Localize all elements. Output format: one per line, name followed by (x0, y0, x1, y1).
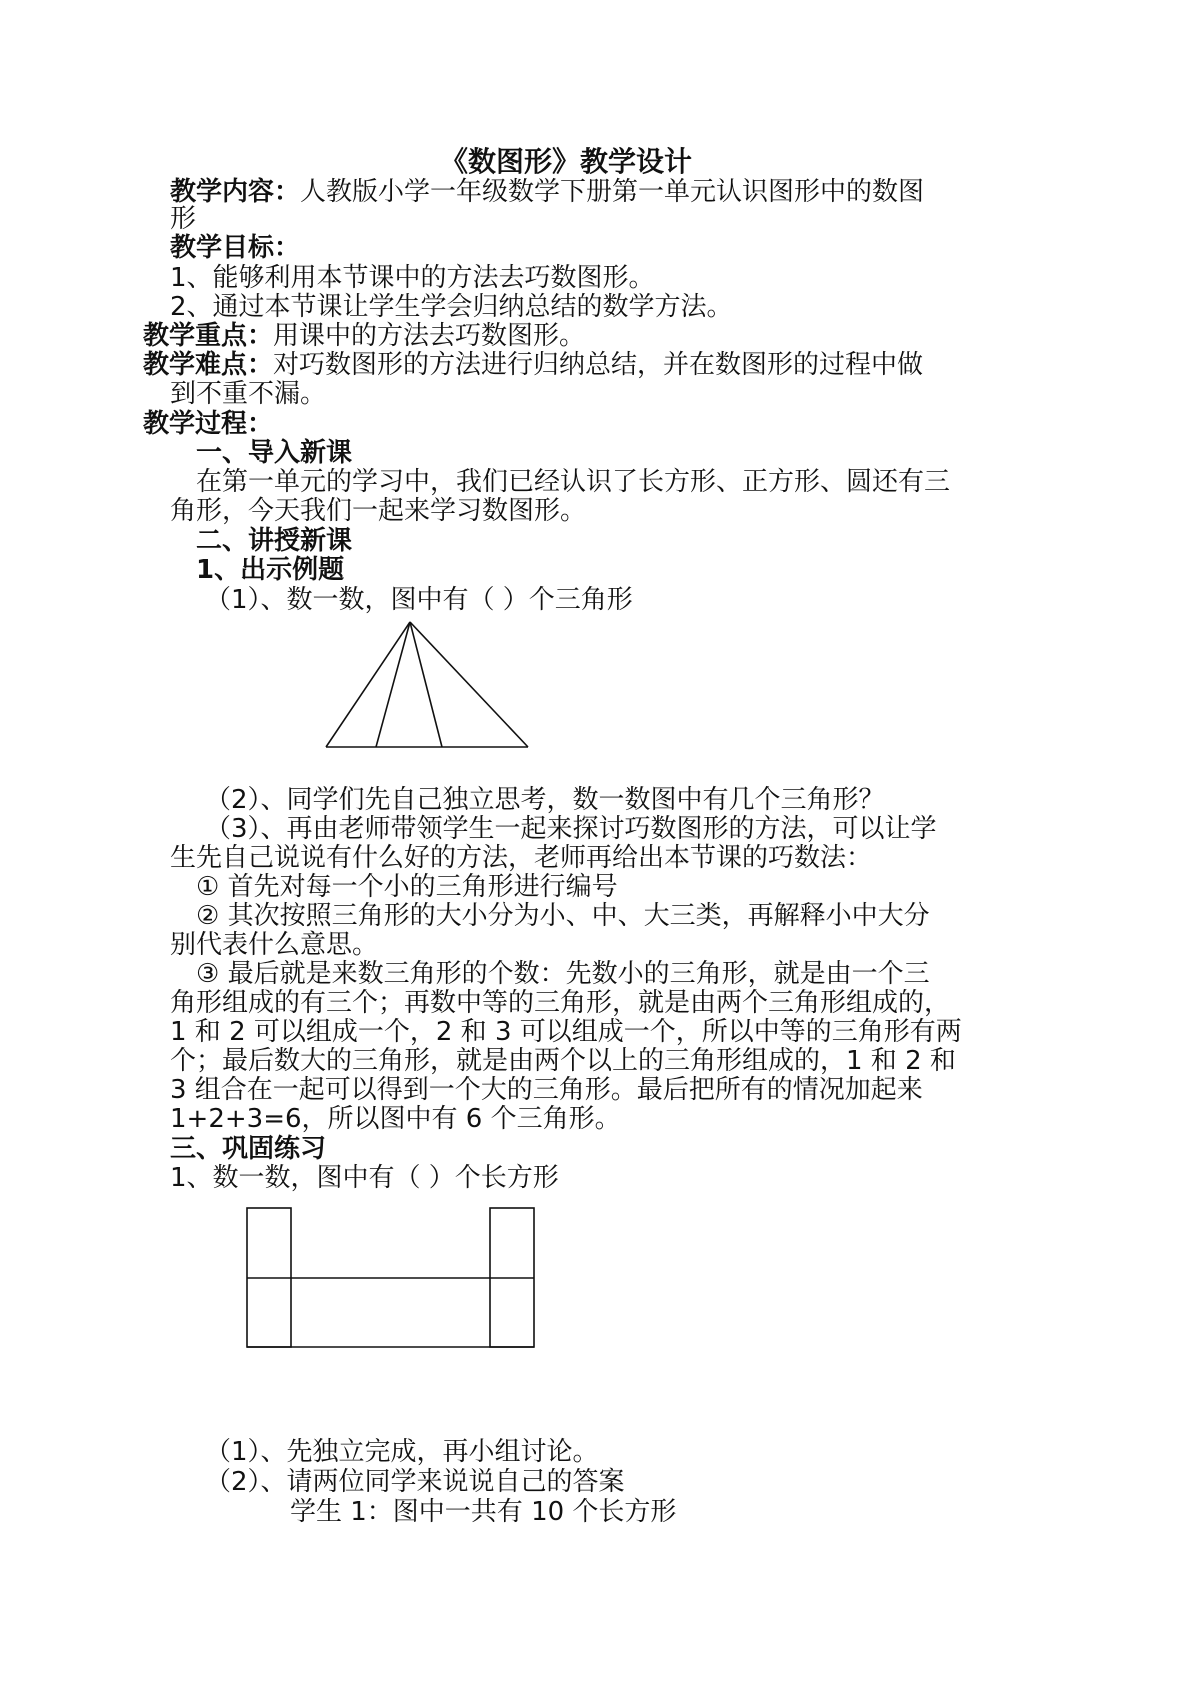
step-3-cont: 1+2+3=6，所以图中有 6 个三角形。 (170, 1104, 621, 1134)
goals-label: 教学目标： (170, 233, 301, 263)
goal-item: 2、通过本节课让学生学会归纳总结的数学方法。 (170, 292, 733, 322)
question-3: （3）、再由老师带领学生一起来探讨巧数图形的方法，可以让学 (205, 814, 937, 844)
section3-heading: 三、巩固练习 (170, 1134, 327, 1164)
practice-sub-1: （1）、先独立完成，再小组讨论。 (205, 1437, 599, 1467)
step-text: 首先对每一个小的三角形进行编号 (227, 872, 618, 902)
step-2-cont: 别代表什么意思。 (170, 930, 379, 960)
step-marker: ② (196, 901, 220, 931)
key-point-label: 教学重点： (143, 321, 274, 351)
page-title: 《数图形》教学设计 (440, 145, 693, 178)
section2-heading: 二、讲授新课 (196, 526, 353, 556)
process-label: 教学过程： (143, 409, 274, 439)
difficulty-text-cont: 到不重不漏。 (170, 379, 327, 409)
step-text: 其次按照三角形的大小分为小、中、大三类，再解释小中大分 (227, 901, 930, 931)
step-3-cont: 角形组成的有三个；再数中等的三角形，就是由两个三角形组成的， (170, 988, 951, 1018)
student-answer: 学生 1：图中一共有 10 个长方形 (290, 1497, 677, 1527)
content-text-cont: 形 (170, 204, 197, 234)
practice-sub-2: （2）、请两位同学来说说自己的答案 (205, 1467, 625, 1497)
section1-paragraph: 角形，今天我们一起来学习数图形。 (170, 496, 587, 526)
section1-heading: 一、导入新课 (196, 438, 353, 468)
example-question: （1）、数一数，图中有（ ）个三角形 (205, 585, 633, 615)
step-3-cont: 1 和 2 可以组成一个，2 和 3 可以组成一个，所以中等的三角形有两 (170, 1017, 962, 1047)
section2-subheading: 1、出示例题 (196, 555, 345, 585)
key-point-text: 用课中的方法去巧数图形。 (273, 321, 586, 351)
step-marker: ③ (196, 959, 220, 989)
goal-item: 1、能够利用本节课中的方法去巧数图形。 (170, 263, 655, 293)
step-3-cont: 3 组合在一起可以得到一个大的三角形。最后把所有的情况加起来 (170, 1075, 923, 1105)
section1-paragraph: 在第一单元的学习中，我们已经认识了长方形、正方形、圆还有三 (196, 467, 951, 497)
content-label: 教学内容： (170, 177, 301, 207)
step-marker: ① (196, 872, 220, 902)
difficulty-text: 对巧数图形的方法进行归纳总结，并在数图形的过程中做 (273, 350, 924, 380)
question-3-cont: 生先自己说说有什么好的方法，老师再给出本节课的巧数法： (170, 843, 873, 873)
difficulty-label: 教学难点： (143, 350, 274, 380)
step-3-cont: 个；最后数大的三角形，就是由两个以上的三角形组成的，1 和 2 和 (170, 1046, 956, 1076)
content-text: 人教版小学一年级数学下册第一单元认识图形中的数图 (300, 177, 925, 207)
practice-question: 1、数一数，图中有（ ）个长方形 (170, 1163, 559, 1193)
question-2: （2）、同学们先自己独立思考，数一数图中有几个三角形？ (205, 785, 885, 815)
step-text: 最后就是来数三角形的个数：先数小的三角形，就是由一个三 (227, 959, 930, 989)
